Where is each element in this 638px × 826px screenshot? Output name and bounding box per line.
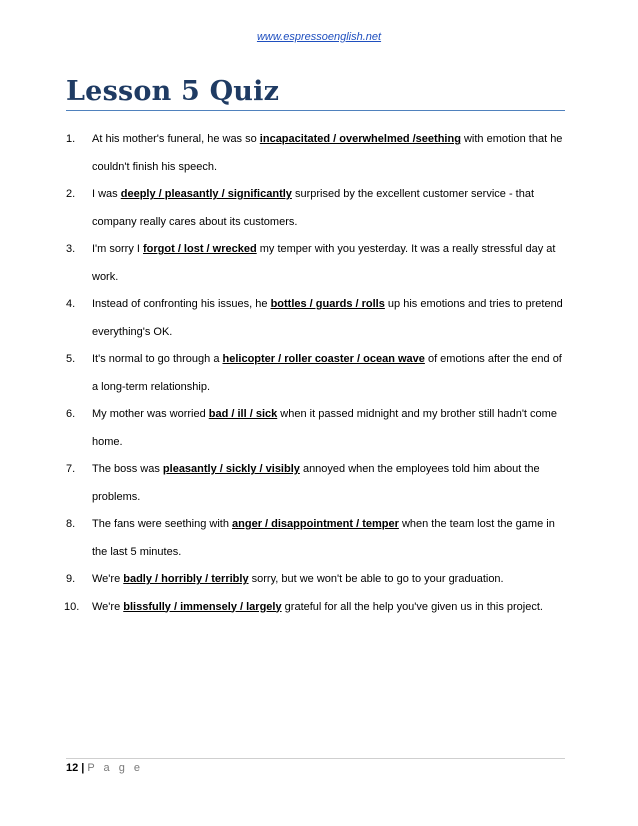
- answer-options: incapacitated / overwhelmed /seething: [259, 133, 461, 145]
- question-text-before: It's normal to go through a: [92, 353, 223, 365]
- question-number: 6.: [66, 408, 76, 420]
- question-number: 1.: [66, 133, 76, 145]
- quiz-question-4: [66, 291, 566, 346]
- question-text-before: My mother was worried: [92, 408, 209, 420]
- question-text-before: The boss was: [92, 463, 163, 475]
- question-number: 2.: [66, 188, 76, 200]
- answer-options: badly / horribly / terribly: [123, 573, 249, 585]
- question-text-before: We're: [92, 600, 124, 613]
- question-text-after: grateful for all the help you've given us in this project.: [281, 600, 543, 613]
- question-text-before: We're: [92, 573, 124, 585]
- answer-options: blissfully / immensely / largely: [123, 600, 282, 613]
- quiz-question-2: [66, 181, 566, 236]
- question-text-after: of emotions after the end of a long-term relationship.: [92, 353, 562, 393]
- answer-options: pleasantly / sickly / visibly: [162, 463, 300, 475]
- footer-divider: [66, 758, 565, 759]
- question-text-before: The fans were seething with: [92, 518, 233, 530]
- answer-options: forgot / lost / wrecked: [143, 243, 257, 255]
- answer-options: anger / disappointment / temper: [232, 518, 399, 530]
- question-text-before: I was: [92, 188, 121, 200]
- answer-options: deeply / pleasantly / significantly: [120, 188, 292, 200]
- question-number: 9.: [66, 573, 76, 585]
- page-number: 12: [66, 762, 79, 774]
- question-text-before: Instead of confronting his issues, he: [92, 298, 271, 310]
- question-number: 4.: [66, 298, 76, 310]
- question-text-after: when it passed midnight and my brother still hadn't come home.: [92, 408, 557, 448]
- question-text-after: my temper with you yesterday. It was a really stressful day at work.: [92, 243, 556, 283]
- question-number: 3.: [66, 243, 76, 255]
- question-number: 7.: [66, 463, 76, 475]
- footer-separator: |: [81, 762, 85, 774]
- quiz-question-9: [66, 566, 566, 594]
- quiz-question-5: [66, 346, 566, 401]
- question-text-after: with emotion that he couldn't finish his speech.: [92, 133, 563, 173]
- question-number: 5.: [66, 353, 76, 365]
- quiz-question-3: [66, 236, 566, 291]
- answer-options: bottles / guards / rolls: [270, 298, 385, 310]
- question-number: 8.: [66, 518, 76, 530]
- answer-options: bad / ill / sick: [208, 408, 278, 420]
- question-text-before: At his mother's funeral, he was so: [92, 133, 260, 145]
- header-link[interactable]: www.espressoenglish.net: [256, 31, 382, 43]
- quiz-question-1: [66, 126, 566, 181]
- question-text-after: sorry, but we won't be able to go to your graduation.: [248, 573, 504, 585]
- question-text-after: when the team lost the game in the last 5 minutes.: [92, 518, 555, 558]
- quiz-question-10: [66, 594, 566, 622]
- question-text-after: up his emotions and tries to pretend everything's OK.: [92, 298, 563, 338]
- quiz-question-8: [66, 511, 566, 566]
- page-title: Lesson 5 Quiz: [66, 76, 280, 107]
- question-text-after: surprised by the excellent customer service - that company really cares about its customers.: [92, 188, 535, 228]
- quiz-question-7: [66, 456, 566, 511]
- quiz-list: [66, 126, 566, 621]
- page-label: P a g e: [87, 762, 143, 774]
- question-text-before: I'm sorry I: [92, 243, 143, 255]
- question-text-after: annoyed when the employees told him about the problems.: [92, 463, 540, 503]
- title-divider: [66, 110, 565, 111]
- question-number: 10.: [64, 600, 80, 613]
- page-footer: [66, 762, 143, 774]
- answer-options: helicopter / roller coaster / ocean wave: [222, 353, 425, 365]
- quiz-question-6: [66, 401, 566, 456]
